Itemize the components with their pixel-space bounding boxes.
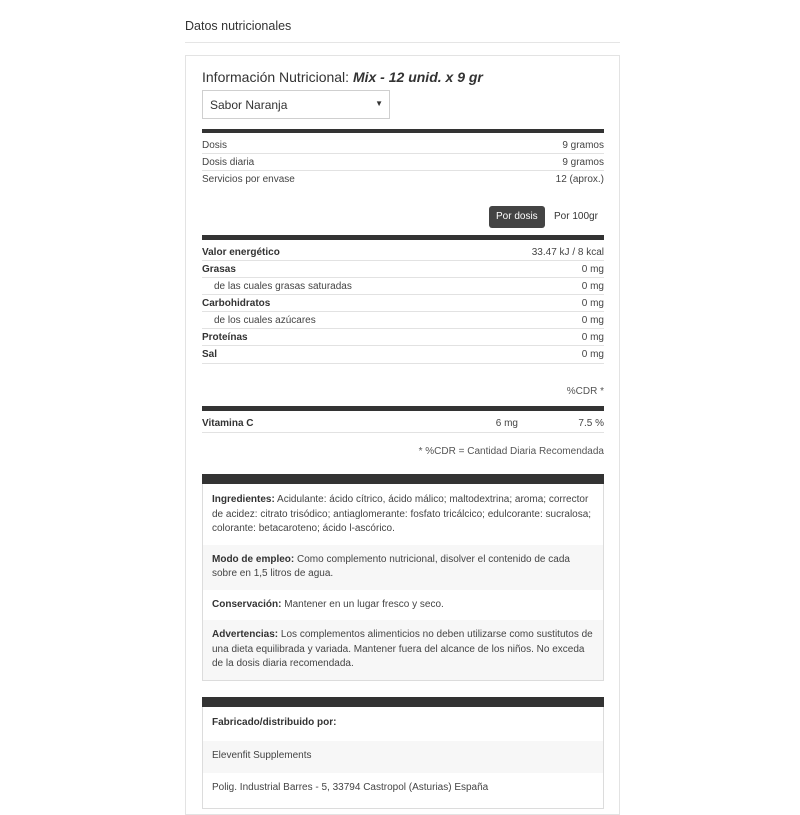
- cdr-footnote: * %CDR = Cantidad Diaria Recomendada: [418, 446, 604, 457]
- serving-row-per-pack: [202, 171, 604, 188]
- nutrient-label: Proteínas: [202, 332, 248, 343]
- product-name: Mix - 12 unid. x 9 gr: [352, 69, 483, 85]
- serving-table-bar: [202, 129, 604, 133]
- ingredients-label: Ingredientes:: [212, 494, 275, 505]
- serving-value: 9 gramos: [562, 157, 604, 168]
- vitamin-row: [202, 415, 604, 433]
- flavor-select[interactable]: [202, 90, 390, 119]
- nutrient-label: Valor energético: [202, 247, 280, 258]
- storage-text: Mantener en un lugar fresco y seco.: [281, 598, 444, 610]
- vitamin-label: Vitamina C: [202, 418, 254, 429]
- nutrient-label: Sal: [202, 349, 218, 360]
- warnings-block: [203, 620, 603, 680]
- info-title: [202, 69, 483, 85]
- info-title-prefix: Información Nutricional:: [202, 69, 353, 85]
- vitamin-amount: 6 mg: [495, 418, 518, 429]
- cdr-column-header: %CDR *: [566, 386, 604, 397]
- serving-value: 12 (aprox.): [555, 174, 604, 185]
- usage-label: Modo de empleo:: [212, 553, 295, 565]
- serving-row-daily: [202, 154, 604, 171]
- flavor-select-value: Sabor Naranja: [210, 98, 288, 112]
- nutrient-value: 0 mg: [581, 264, 604, 275]
- nutrient-row: [202, 295, 604, 312]
- caret-down-icon: ▼: [375, 99, 383, 108]
- nutrient-label: de las cuales grasas saturadas: [214, 281, 352, 292]
- nutrient-label: Grasas: [202, 264, 236, 275]
- nutrient-label: Carbohidratos: [202, 298, 271, 309]
- nutrient-value: 0 mg: [581, 281, 604, 292]
- nutrients-table-bar: [202, 235, 604, 240]
- per-dose-button[interactable]: Por dosis: [489, 206, 545, 228]
- ingredients-block: [203, 484, 603, 545]
- nutrient-row: [202, 346, 604, 364]
- details-bar: [202, 474, 604, 484]
- per-100g-button[interactable]: Por 100gr: [547, 206, 605, 228]
- vitamins-table-bar: [202, 406, 604, 411]
- manufacturer-heading: [203, 707, 603, 741]
- serving-label: Servicios por envase: [202, 174, 295, 185]
- manufacturer-heading-text: Fabricado/distribuido por:: [212, 717, 337, 728]
- storage-label: Conservación:: [212, 598, 282, 610]
- manufacturer-address: Polig. Industrial Barres - 5, 33794 Castropol (Asturias) España: [212, 782, 489, 793]
- serving-value: 9 gramos: [562, 140, 604, 151]
- nutrient-value: 0 mg: [581, 315, 604, 326]
- warnings-label: Advertencias:: [212, 629, 279, 640]
- nutrient-value: 0 mg: [581, 349, 604, 360]
- manufacturer-bar: [202, 697, 604, 707]
- nutrient-row: [202, 244, 604, 261]
- nutrient-value: 0 mg: [581, 332, 604, 343]
- section-heading: Datos nutricionales: [185, 19, 620, 43]
- ingredients-text: Acidulante: ácido cítrico, ácido málico; maltodextrina; aroma; corrector de acidez: citrato trisódico; antiaglomerante: fosfato tricálcico; edulcorante: sucralosa; colorante: betacaroteno; ácido l-ascórico.: [212, 494, 592, 534]
- usage-text: Como complemento nutricional, disolver el contenido de cada sobre en 1,5 litros de agua.: [212, 553, 570, 579]
- nutrition-panel: [185, 55, 620, 815]
- serving-label: Dosis: [202, 140, 228, 151]
- nutrient-row: [202, 312, 604, 329]
- nutrient-value: 33.47 kJ / 8 kcal: [531, 247, 604, 258]
- nutrient-row: [202, 278, 604, 295]
- details-box: [202, 484, 604, 681]
- manufacturer-box: [202, 707, 604, 809]
- nutrient-value: 0 mg: [581, 298, 604, 309]
- vitamin-cdr: 7.5 %: [578, 418, 604, 429]
- manufacturer-name: Elevenfit Supplements: [203, 741, 603, 774]
- warnings-text: Los complementos alimenticios no deben utilizarse como sustitutos de una dieta equilibrada y variada. Mantener fuera del alcance de los niños. No exceda de la dosis diaria recomendada.: [212, 629, 593, 669]
- nutrient-label: de los cuales azúcares: [214, 315, 316, 326]
- nutrient-row: [202, 261, 604, 278]
- nutrient-row: [202, 329, 604, 346]
- storage-block: [203, 590, 603, 621]
- serving-label: Dosis diaria: [202, 157, 255, 168]
- serving-row-dose: [202, 137, 604, 154]
- usage-block: [203, 545, 603, 590]
